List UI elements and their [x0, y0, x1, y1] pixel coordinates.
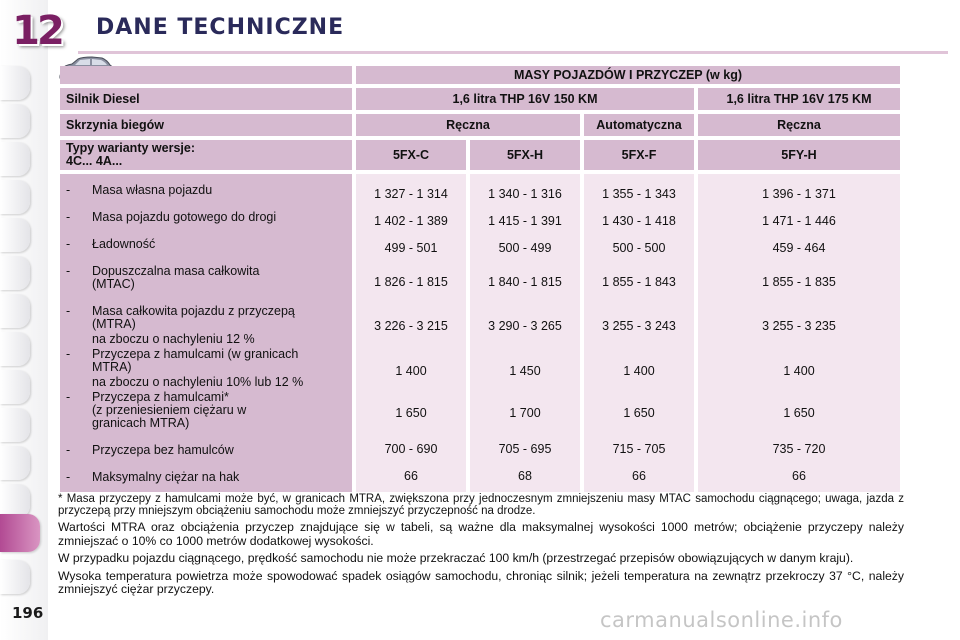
row-labels: - Masa własna pojazdu - Masa pojazdu gotowego do drogi - Ładowność - Dopuszczalna masa całkowita (MTAC) - Masa całkowita pojazdu z przyczepą (MTRA) na zboczu o nachyleniu 12 % - Przyczepa z hamulcami (w granicach MTRA) na zboczu o nachyleniu 10% lub 12 % - Przyczepa z hamulcami* (z przeniesieniem ciężaru w granicach MTRA) - Przyczepa bez hamulców - Maksymalny ciężar na hak	[60, 174, 352, 492]
chapter-tab[interactable]	[0, 142, 30, 176]
vehicle-mass-table	[56, 62, 904, 496]
row-label: Dopuszczalna masa całkowita	[92, 264, 260, 278]
footnote-paragraph: W przypadku pojazdu ciągnącego, prędkość samochodu nie może przekraczać 100 km/h (przestrzegać przepisów obowiązujących w danym kraju).	[58, 551, 854, 565]
value-cell: 459 - 464	[772, 241, 826, 255]
row-label: Przyczepa z hamulcami (w granicach	[92, 347, 299, 361]
watermark: carmanualsonline.info	[600, 608, 843, 632]
value-cell: 1 450	[509, 364, 541, 378]
value-cell: 3 255 - 3 243	[602, 319, 676, 333]
value-cell: 735 - 720	[772, 442, 826, 456]
values-5fx-f	[584, 174, 694, 492]
value-cell: 500 - 499	[498, 241, 552, 255]
chapter-tab[interactable]	[0, 294, 30, 328]
chapter-sidebar	[0, 0, 48, 640]
row-note: na zboczu o nachyleniu 10% lub 12 %	[92, 375, 304, 389]
value-cell: 66	[632, 469, 646, 483]
value-cell: 1 650	[395, 406, 427, 420]
value-cell: 1 650	[783, 406, 815, 420]
value-cell: 68	[518, 469, 532, 483]
engine-row	[60, 88, 900, 110]
footnote-star: * Masa przyczepy z hamulcami może być, w granicach MTRA, zwiększona przy jednoczesnym zmniejszeniu masy MTAC samochodu ciągnącego; uwaga, jazda z przyczepą przy mniejszym obciążeniu samochodu może zmniejszyć przyczepność na drodze.	[58, 493, 904, 517]
chapter-tab[interactable]	[0, 332, 30, 366]
value-cell: 3 226 - 3 215	[374, 319, 448, 333]
chapter-tab[interactable]	[0, 180, 30, 214]
gearbox-row	[60, 114, 900, 136]
variants-label-line: Typy warianty wersje:	[66, 141, 195, 155]
chapter-tab[interactable]	[0, 256, 30, 290]
variants-row	[60, 140, 900, 170]
title-bar	[78, 13, 948, 54]
chapter-tab[interactable]	[0, 408, 30, 442]
row-note: na zboczu o nachyleniu 12 %	[92, 332, 255, 346]
value-cell: 3 255 - 3 235	[762, 319, 836, 333]
masses-row	[60, 174, 900, 492]
footnote-paragraph: Wartości MTRA oraz obciążenia przyczep znajdujące się w tabeli, są ważne dla maksymalnej wysokości 1000 metrów; obciążenie przyczepy należy zmniejszać o 10% co 1000 metrów dodatkowej wysokości.	[58, 520, 904, 548]
gearbox-manual-2: Ręczna	[698, 114, 900, 136]
table-caption: MASY POJAZDÓW I PRZYCZEP (w kg)	[356, 66, 900, 84]
row-label: Maksymalny ciężar na hak	[92, 470, 240, 484]
row-label: Masa całkowita pojazdu z przyczepą	[92, 304, 295, 318]
value-cell: 705 - 695	[498, 442, 552, 456]
page-title: DANE TECHNICZNE	[96, 15, 345, 40]
engine-150: 1,6 litra THP 16V 150 KM	[356, 88, 694, 110]
value-cell: 1 855 - 1 843	[602, 275, 676, 289]
variants-label-line: 4C... 4A...	[66, 154, 123, 168]
row-label: (MTAC)	[92, 277, 135, 291]
row-label: Ładowność	[92, 237, 156, 251]
chapter-tab[interactable]	[0, 370, 30, 404]
value-cell: 3 290 - 3 265	[488, 319, 562, 333]
value-cell: 1 855 - 1 835	[762, 275, 836, 289]
value-cell: 1 396 - 1 371	[762, 187, 836, 201]
chapter-tab[interactable]	[0, 560, 30, 594]
values-5fy-h	[698, 174, 900, 492]
value-cell: 1 402 - 1 389	[374, 214, 448, 228]
value-cell: 1 430 - 1 418	[602, 214, 676, 228]
engine-175: 1,6 litra THP 16V 175 KM	[698, 88, 900, 110]
chapter-tab[interactable]	[0, 446, 30, 480]
value-cell: 66	[792, 469, 806, 483]
chapter-tab[interactable]	[0, 66, 30, 100]
page-number: 196	[12, 604, 44, 622]
variants-label	[60, 140, 352, 170]
value-cell: 1 471 - 1 446	[762, 214, 836, 228]
value-cell: 1 400	[623, 364, 655, 378]
variant-5fx-h: 5FX-H	[470, 140, 580, 170]
value-cell: 700 - 690	[384, 442, 438, 456]
chapter-number: 12	[12, 8, 62, 54]
value-cell: 500 - 500	[612, 241, 666, 255]
values-5fx-c	[356, 174, 466, 492]
chapter-tab[interactable]	[0, 218, 30, 252]
row-label: Masa własna pojazdu	[92, 183, 213, 197]
gearbox-manual: Ręczna	[356, 114, 580, 136]
values-5fx-h	[470, 174, 580, 492]
footnotes	[58, 493, 904, 601]
row-label: Masa pojazdu gotowego do drogi	[92, 210, 277, 224]
value-cell: 1 327 - 1 314	[374, 187, 448, 201]
value-cell: 499 - 501	[384, 241, 438, 255]
value-cell: 715 - 705	[612, 442, 666, 456]
value-cell: 66	[404, 469, 418, 483]
value-cell: 1 415 - 1 391	[488, 214, 562, 228]
value-cell: 1 400	[395, 364, 427, 378]
row-label: granicach MTRA)	[92, 416, 190, 430]
value-cell: 1 400	[783, 364, 815, 378]
gearbox-automatic: Automatyczna	[584, 114, 694, 136]
table-caption-row	[60, 66, 900, 84]
variant-5fx-f: 5FX-F	[584, 140, 694, 170]
value-cell: 1 355 - 1 343	[602, 187, 676, 201]
chapter-tab[interactable]	[0, 104, 30, 138]
gearbox-label: Skrzynia biegów	[60, 114, 352, 136]
value-cell: 1 826 - 1 815	[374, 275, 448, 289]
value-cell: 1 840 - 1 815	[488, 275, 562, 289]
variant-5fx-c: 5FX-C	[356, 140, 466, 170]
engine-label: Silnik Diesel	[60, 88, 352, 110]
row-label: Przyczepa bez hamulców	[92, 443, 234, 457]
chapter-tab[interactable]	[0, 484, 30, 518]
row-label: MTRA)	[92, 360, 132, 374]
value-cell: 1 700	[509, 406, 541, 420]
row-label: (z przeniesieniem ciężaru w	[92, 403, 247, 417]
footnote-paragraph: Wysoka temperatura powietrza może spowodować spadek osiągów samochodu, chroniąc silnik; jeżeli temperatura na zewnątrz przekroczy 37 °C, należy zmniejszyć ciężar przyczepy.	[58, 568, 904, 596]
row-label: (MTRA)	[92, 317, 136, 331]
row-label: Przyczepa z hamulcami*	[92, 390, 229, 404]
value-cell: 1 340 - 1 316	[488, 187, 562, 201]
variant-5fy-h: 5FY-H	[698, 140, 900, 170]
value-cell: 1 650	[623, 406, 655, 420]
chapter-tab-active[interactable]	[0, 514, 40, 552]
